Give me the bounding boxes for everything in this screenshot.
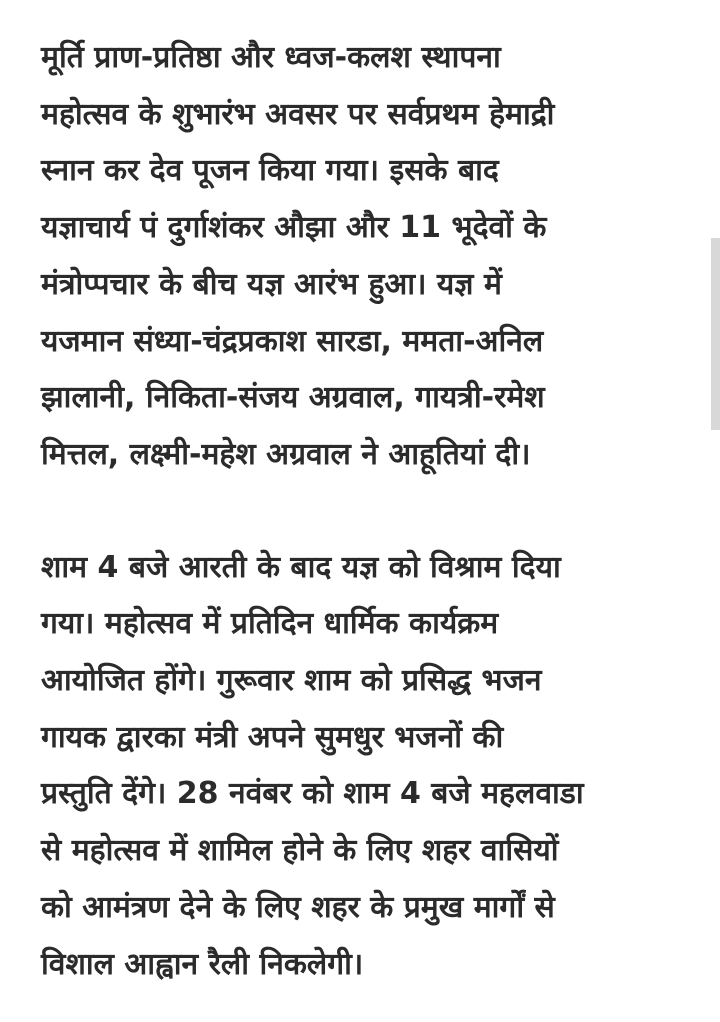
text-line: मूर्ति प्राण-प्रतिष्ठा और ध्वज-कलश स्थापना — [41, 40, 501, 75]
text-line: विशाल आह्वान रैली निकलेगी। — [41, 946, 364, 982]
text-line: झालानी, निकिता-संजय अग्रवाल, गायत्री-रमेश — [41, 380, 545, 416]
paragraph-1 — [41, 30, 681, 484]
text-line: को आमंत्रण देने के लिए शहर के प्रमुख मार्गों से — [41, 889, 555, 925]
article-body — [41, 30, 681, 993]
paragraph-2 — [41, 540, 681, 994]
paragraph-spacer — [41, 484, 681, 540]
text-line: से महोत्सव में शामिल होने के लिए शहर वासियों — [41, 833, 559, 869]
text-line: मित्तल, लक्ष्मी-महेश अग्रवाल ने आहूतियां दी। — [41, 436, 531, 472]
text-line: महोत्सव के शुभारंभ अवसर पर सर्वप्रथम हेमाद्री — [41, 96, 555, 132]
text-line: यज्ञाचार्य पं दुर्गाशंकर औझा और 11 भूदेवों के — [41, 210, 547, 246]
text-line: प्रस्तुति देंगे। 28 नवंबर को शाम 4 बजे महलवाडा — [41, 776, 584, 812]
scrollbar-thumb[interactable] — [711, 238, 720, 430]
text-line: गया। महोत्सव में प्रतिदिन धार्मिक कार्यक्रम — [41, 606, 499, 642]
text-line: आयोजित होंगे। गुरूवार शाम को प्रसिद्ध भजन — [41, 663, 542, 699]
text-line: मंत्रोप्पचार के बीच यज्ञ आरंभ हुआ। यज्ञ में — [41, 266, 502, 302]
text-line: यजमान संध्या-चंद्रप्रकाश सारडा, ममता-अनिल — [41, 323, 544, 359]
text-line: गायक द्वारका मंत्री अपने सुमधुर भजनों की — [41, 719, 504, 755]
text-line: शाम 4 बजे आरती के बाद यज्ञ को विश्राम दिया — [41, 549, 561, 585]
text-line: स्नान कर देव पूजन किया गया। इसके बाद — [41, 153, 499, 189]
